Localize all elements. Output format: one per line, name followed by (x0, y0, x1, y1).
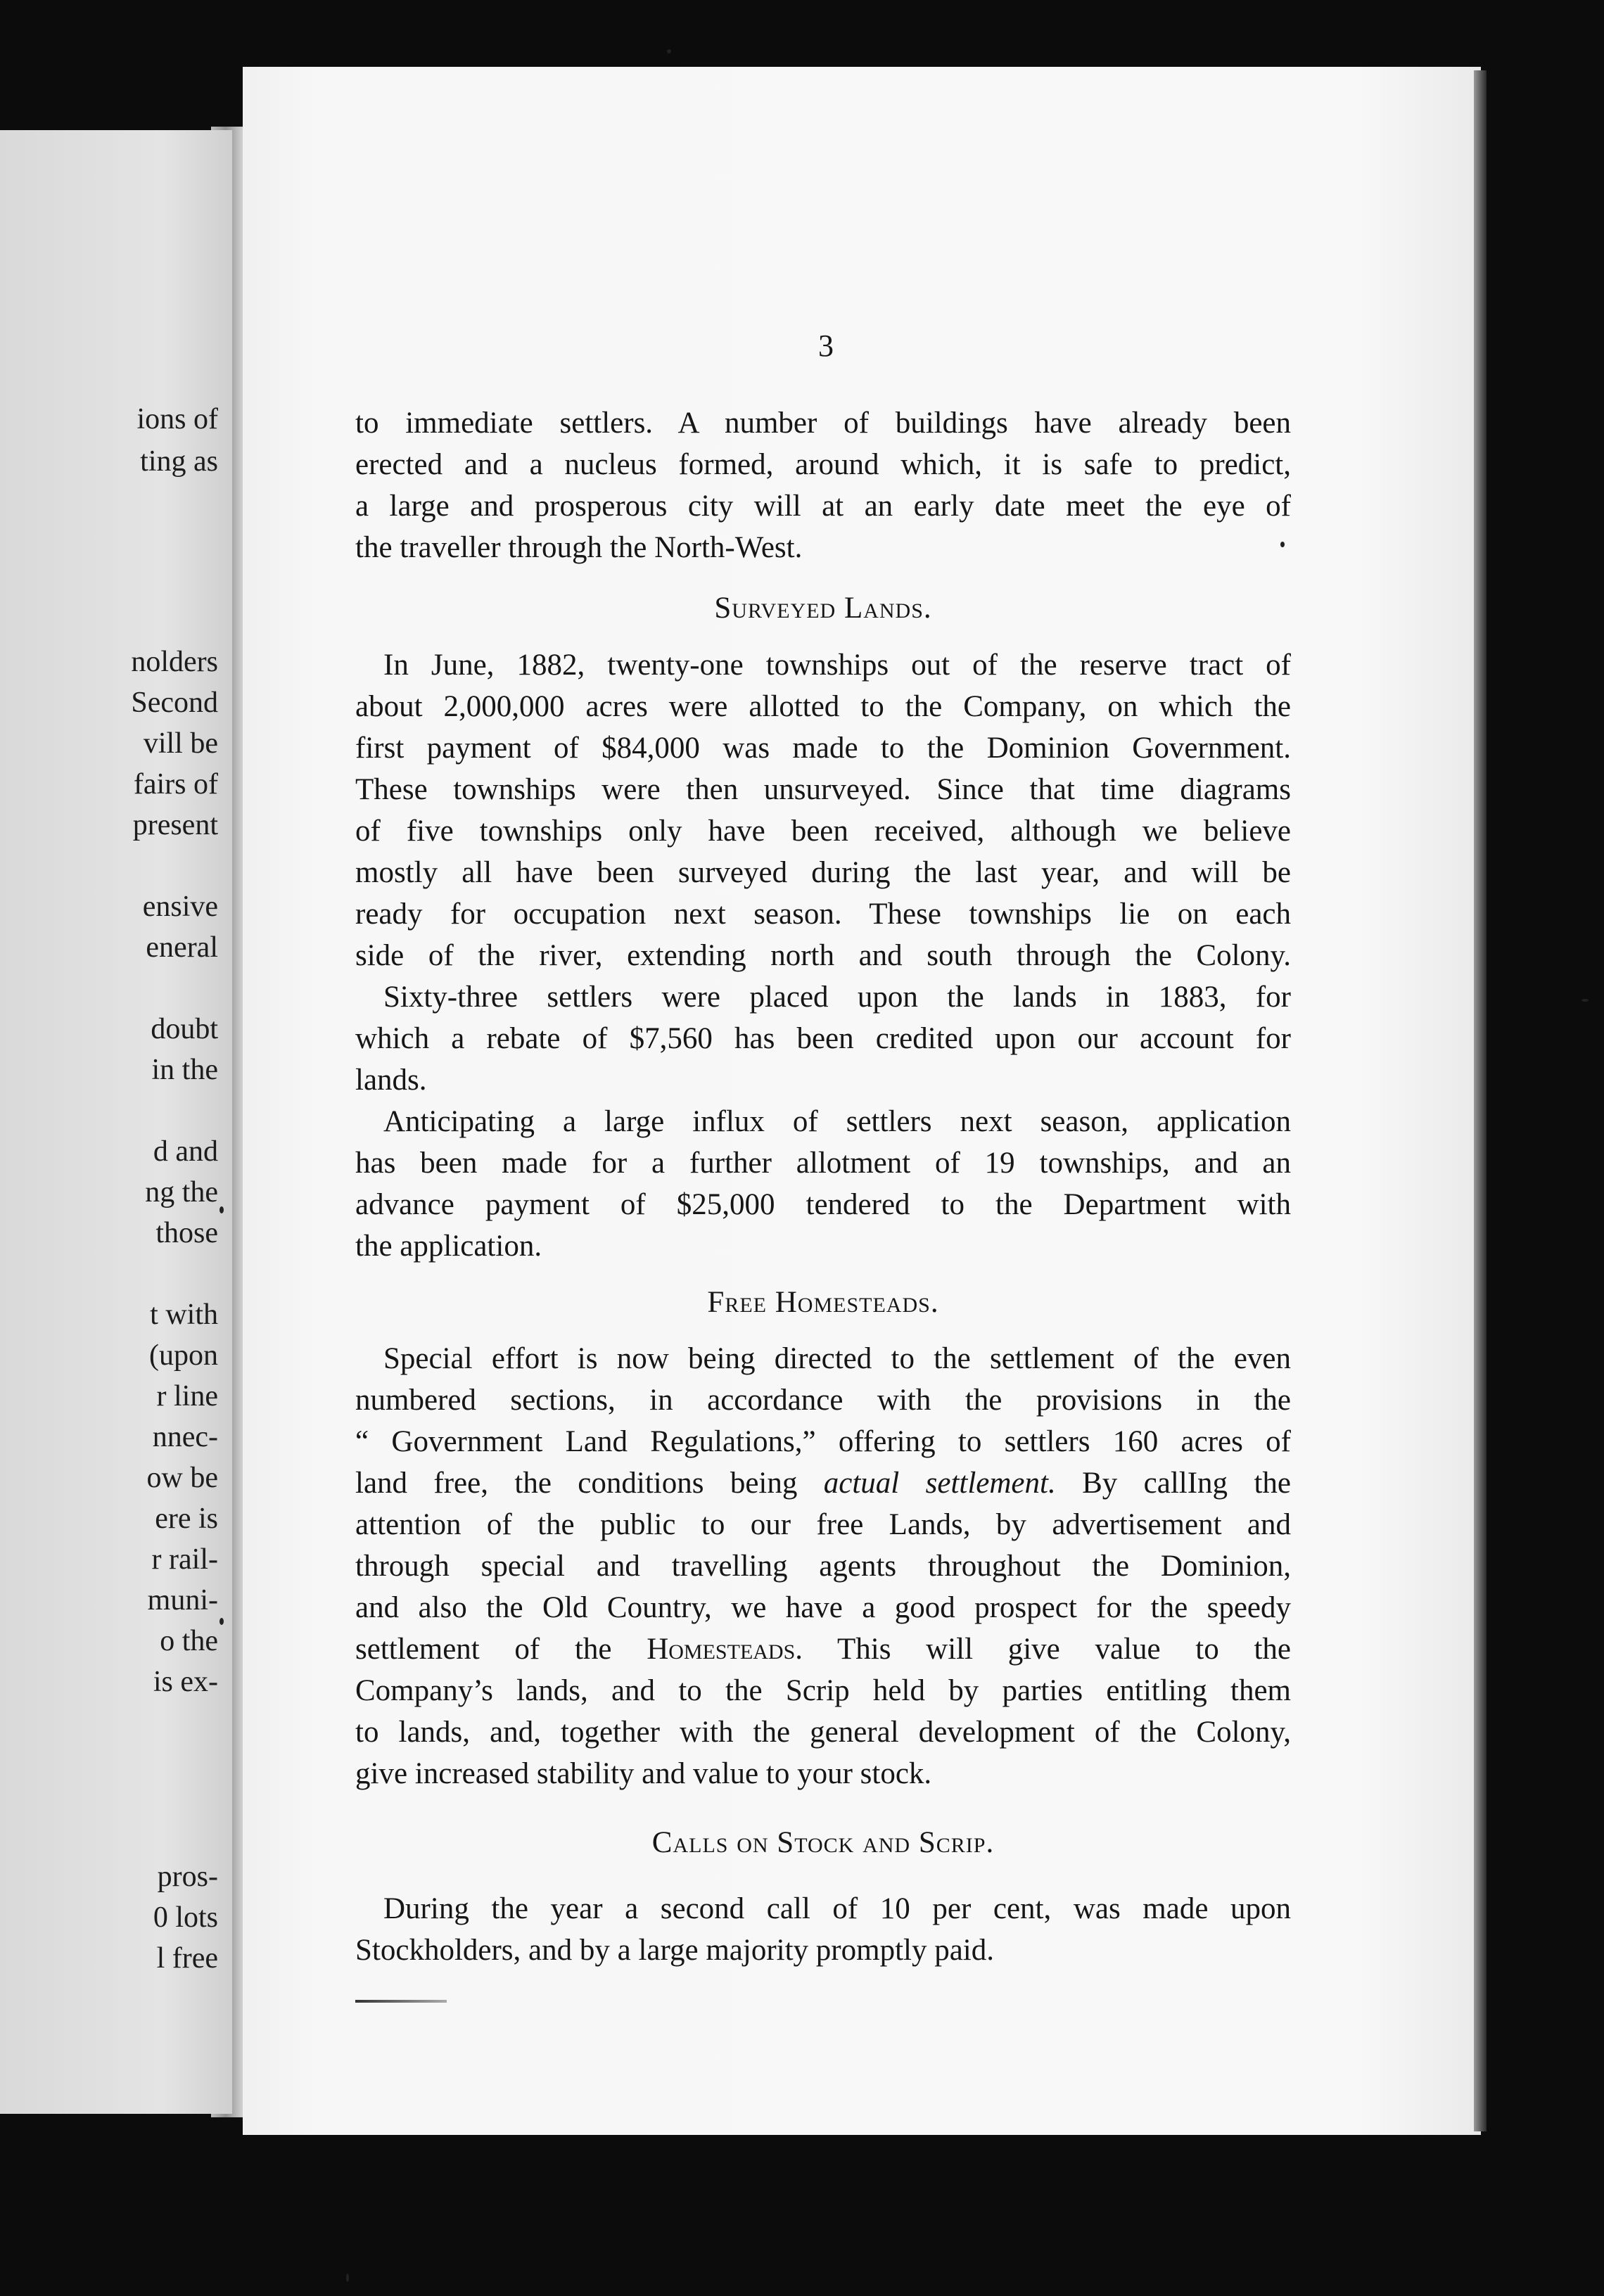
text-line: about 2,000,000 acres were allotted to the Company, on which the (355, 690, 1291, 723)
left-page-text (0, 130, 218, 2114)
text-line: ready for occupation next season. These townships lie on each (355, 898, 1291, 931)
left-line: (upon (149, 1339, 218, 1372)
text-line: to lands, and, together with the general development of the Colony, (355, 1716, 1291, 1749)
text-line: give increased stability and value to your stock. (355, 1757, 932, 1790)
left-line: Second (131, 687, 218, 719)
left-line: l free (156, 1942, 218, 1975)
text-line: Sixty-three settlers were placed upon the lands in 1883, for (383, 981, 1291, 1014)
left-line: nnec- (152, 1421, 218, 1453)
text-line: numbered sections, in accordance with the provisions in the (355, 1384, 1291, 1417)
text-line: Company’s lands, and to the Scrip held by parties entitling them (355, 1674, 1291, 1707)
section-heading-calls-on-stock: Calls on Stock and Scrip. (651, 1826, 995, 1859)
page-edge (1474, 70, 1487, 2131)
text-line: Anticipating a large influx of settlers next season, application (383, 1105, 1291, 1138)
text-line: which a rebate of $7,560 has been credited upon our account for (355, 1022, 1291, 1055)
left-line: doubt (151, 1013, 218, 1045)
left-line: r rail- (151, 1543, 218, 1576)
left-line: vill be (143, 727, 218, 760)
left-line: o the (160, 1625, 218, 1657)
text-line: Special effort is now being directed to the settlement of the even (383, 1342, 1291, 1375)
text-line: a large and prosperous city will at an early date meet the eye of (355, 490, 1291, 523)
text-line: In June, 1882, twenty-one townships out of the reserve tract of (383, 649, 1291, 682)
left-line: 0 lots (153, 1901, 218, 1934)
text-line: the application. (355, 1230, 542, 1263)
text-run: By callIng the (1055, 1467, 1291, 1500)
left-line: muni- (147, 1584, 218, 1616)
text-line: attention of the public to our free Lands, by advertisement and (355, 1508, 1291, 1541)
left-line: fairs of (133, 768, 218, 801)
text-line (355, 1634, 1291, 1664)
left-line: ng the (145, 1176, 218, 1208)
left-line: d and (153, 1135, 218, 1168)
left-line: present (132, 809, 218, 841)
text-line: mostly all have been surveyed during the last year, and will be (355, 856, 1291, 889)
page-number: 3 (818, 329, 834, 363)
dust-speck (667, 49, 671, 53)
dust-speck (219, 1618, 224, 1625)
text-line: first payment of $84,000 was made to the Dominion Government. (355, 732, 1291, 765)
left-line: in the (151, 1054, 218, 1086)
text-run: settlement of the (355, 1633, 647, 1666)
text-line: lands. (355, 1064, 427, 1097)
text-run: This will give value to the (803, 1633, 1291, 1666)
text-run: land free, the conditions being (355, 1467, 824, 1500)
text-line: of five townships only have been received, although we believe (355, 815, 1291, 848)
section-heading-surveyed-lands: Surveyed Lands. (714, 592, 932, 625)
text-line: Stockholders, and by a large majority promptly paid. (355, 1934, 994, 1967)
dust-speck (219, 1206, 224, 1213)
left-line: eneral (146, 931, 218, 964)
text-line: “ Government Land Regulations,” offering to settlers 160 acres of (355, 1425, 1291, 1458)
left-line: ting as (140, 445, 218, 478)
dust-speck (1581, 999, 1589, 1002)
section-heading-free-homesteads: Free Homesteads. (707, 1286, 939, 1319)
left-line: ensive (142, 891, 218, 923)
left-line: ions of (136, 403, 218, 435)
text-line: advance payment of $25,000 tendered to the Department with (355, 1188, 1291, 1221)
left-line: r line (156, 1380, 218, 1412)
left-line: nolders (131, 646, 218, 678)
left-line: is ex- (153, 1666, 218, 1698)
text-line: erected and a nucleus formed, around which, it is safe to predict, (355, 448, 1291, 481)
text-line: through special and travelling agents throughout the Dominion, (355, 1550, 1291, 1583)
left-page (0, 130, 232, 2114)
italic-phrase: actual settlement. (823, 1467, 1056, 1500)
left-line: ow be (146, 1462, 218, 1494)
dust-speck (1280, 542, 1285, 547)
text-line: the traveller through the North-West. (355, 531, 803, 564)
dust-speck (346, 2273, 349, 2282)
text-line: and also the Old Country, we have a good prospect for the speedy (355, 1591, 1291, 1624)
text-line: has been made for a further allotment of 19 townships, and an (355, 1147, 1291, 1180)
right-page (243, 67, 1481, 2135)
left-line: pros- (157, 1861, 218, 1893)
left-line: ere is (155, 1503, 218, 1535)
text-line: side of the river, extending north and south through the Colony. (355, 939, 1291, 972)
ink-mark (355, 2000, 447, 2003)
text-line: During the year a second call of 10 per cent, was made upon (383, 1892, 1291, 1925)
left-line: those (155, 1217, 218, 1249)
text-line: These townships were then unsurveyed. Since that time diagrams (355, 773, 1291, 806)
text-line (355, 1468, 1291, 1498)
smallcaps-word: Homesteads. (647, 1633, 803, 1666)
text-line: to immediate settlers. A number of buildings have already been (355, 407, 1291, 440)
left-line: t with (150, 1299, 218, 1331)
